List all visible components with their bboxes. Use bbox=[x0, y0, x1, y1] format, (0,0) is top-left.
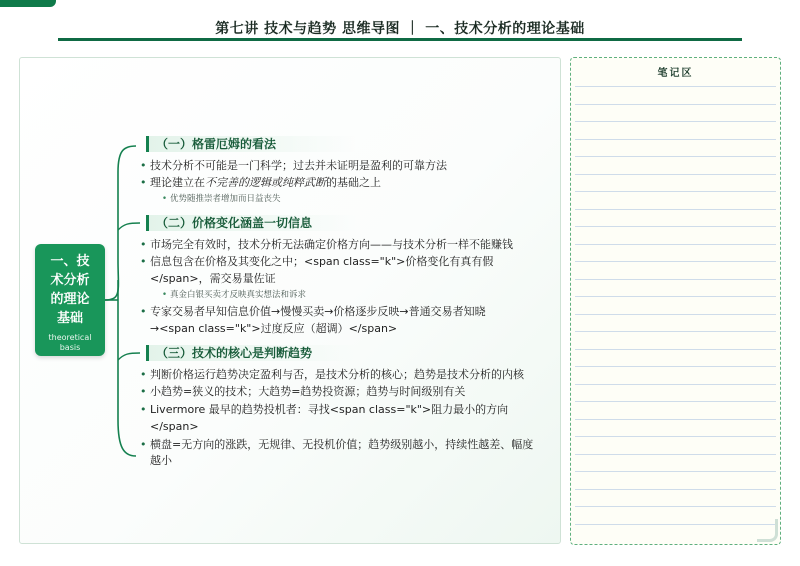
notes-ruled-line bbox=[575, 121, 776, 122]
notes-ruled-line bbox=[575, 226, 776, 227]
notes-ruled-line bbox=[575, 489, 776, 490]
center-topic-node bbox=[35, 244, 105, 356]
section-heading-3: （三）技术的核心是判断趋势 bbox=[146, 345, 356, 361]
notes-ruled-line bbox=[575, 296, 776, 297]
page-title: 第七讲 技术与趋势 思维导图 ｜ 一、技术分析的理论基础 bbox=[215, 21, 585, 37]
notes-ruled-line bbox=[575, 471, 776, 472]
center-english-line: theoretical bbox=[48, 333, 92, 342]
bullet-item: • 信息包含在价格及其变化之中；<span class="k">价格变化有真有假 bbox=[140, 255, 494, 268]
notes-ruled-line bbox=[575, 156, 776, 157]
bullet-item: • 横盘=无方向的涨跌，无规律、无投机价值；趋势级别越小，持续性越差、幅度 bbox=[140, 438, 534, 451]
bullet-item: • Livermore 最早的趋势投机者：寻找<span class="k">阻力最小的方向 bbox=[140, 403, 509, 416]
center-label-line: 基础 bbox=[56, 311, 83, 326]
notes-ruled-line bbox=[575, 174, 776, 175]
notes-ruled-line bbox=[575, 349, 776, 350]
notes-ruled-line bbox=[575, 366, 776, 367]
bullet-item: • 专家交易者早知信息价值→慢慢买卖→价格逐步反映→普通交易者知晓 bbox=[140, 305, 486, 318]
notes-ruled-line bbox=[575, 454, 776, 455]
center-label-line: 的理论 bbox=[50, 292, 90, 307]
notes-ruled-line bbox=[575, 209, 776, 210]
notes-ruled-line bbox=[575, 279, 776, 280]
notes-ruled-line bbox=[575, 436, 776, 437]
section-heading-2: （二）价格变化涵盖一切信息 bbox=[146, 215, 356, 231]
sub-bullet-item: • 优势随推崇者增加而日益丧失 bbox=[162, 194, 281, 204]
notes-area[interactable] bbox=[570, 57, 781, 545]
connector-branch-2 bbox=[118, 223, 140, 230]
bullet-item: • 判断价格运行趋势决定盈利与否，是技术分析的核心；趋势是技术分析的内核 bbox=[140, 368, 524, 381]
notes-ruled-line bbox=[575, 419, 776, 420]
sub-bullet-item: • 真金白银买卖才反映真实想法和诉求 bbox=[162, 290, 307, 300]
connector-bracket-lower bbox=[118, 280, 136, 456]
notes-ruled-line bbox=[575, 104, 776, 105]
section-heading-1: （一）格雷厄姆的看法 bbox=[146, 136, 356, 152]
bullet-continuation: →<span class="k">过度反应（超调）</span> bbox=[150, 322, 398, 335]
notes-ruled-line bbox=[575, 261, 776, 262]
notes-ruled-line bbox=[575, 314, 776, 315]
bullet-item: • 小趋势=狭义的技术；大趋势=趋势投资源；趋势与时间级别有关 bbox=[140, 385, 466, 398]
corner-decoration bbox=[757, 519, 778, 542]
center-label-line: 术分析 bbox=[50, 273, 90, 288]
center-label-line: 一、技 bbox=[50, 254, 90, 269]
bullet-continuation: </span>，需交易量佐证 bbox=[150, 272, 276, 285]
bullet-continuation: </span> bbox=[150, 420, 199, 433]
notes-ruled-line bbox=[575, 86, 776, 87]
notes-ruled-line bbox=[575, 139, 776, 140]
notes-ruled-line bbox=[575, 331, 776, 332]
notes-ruled-line bbox=[575, 524, 776, 525]
connector-branch-3 bbox=[118, 353, 140, 360]
bullet-item: • 技术分析不可能是一门科学；过去并未证明是盈利的可靠方法 bbox=[140, 159, 447, 172]
notes-ruled-line bbox=[575, 384, 776, 385]
bullet-item: • 市场完全有效时，技术分析无法确定价格方向——与技术分析一样不能赚钱 bbox=[140, 238, 513, 251]
notes-ruled-line bbox=[575, 244, 776, 245]
bullet-continuation: 越小 bbox=[150, 454, 172, 467]
center-english-line: basis bbox=[59, 343, 81, 352]
notes-ruled-line bbox=[575, 401, 776, 402]
notes-ruled-line bbox=[575, 506, 776, 507]
bullet-item: • 理论建立在不完善的逻辑或纯粹武断的基础之上 bbox=[140, 176, 381, 189]
notes-ruled-line bbox=[575, 191, 776, 192]
notes-title: 笔记区 bbox=[657, 68, 694, 79]
